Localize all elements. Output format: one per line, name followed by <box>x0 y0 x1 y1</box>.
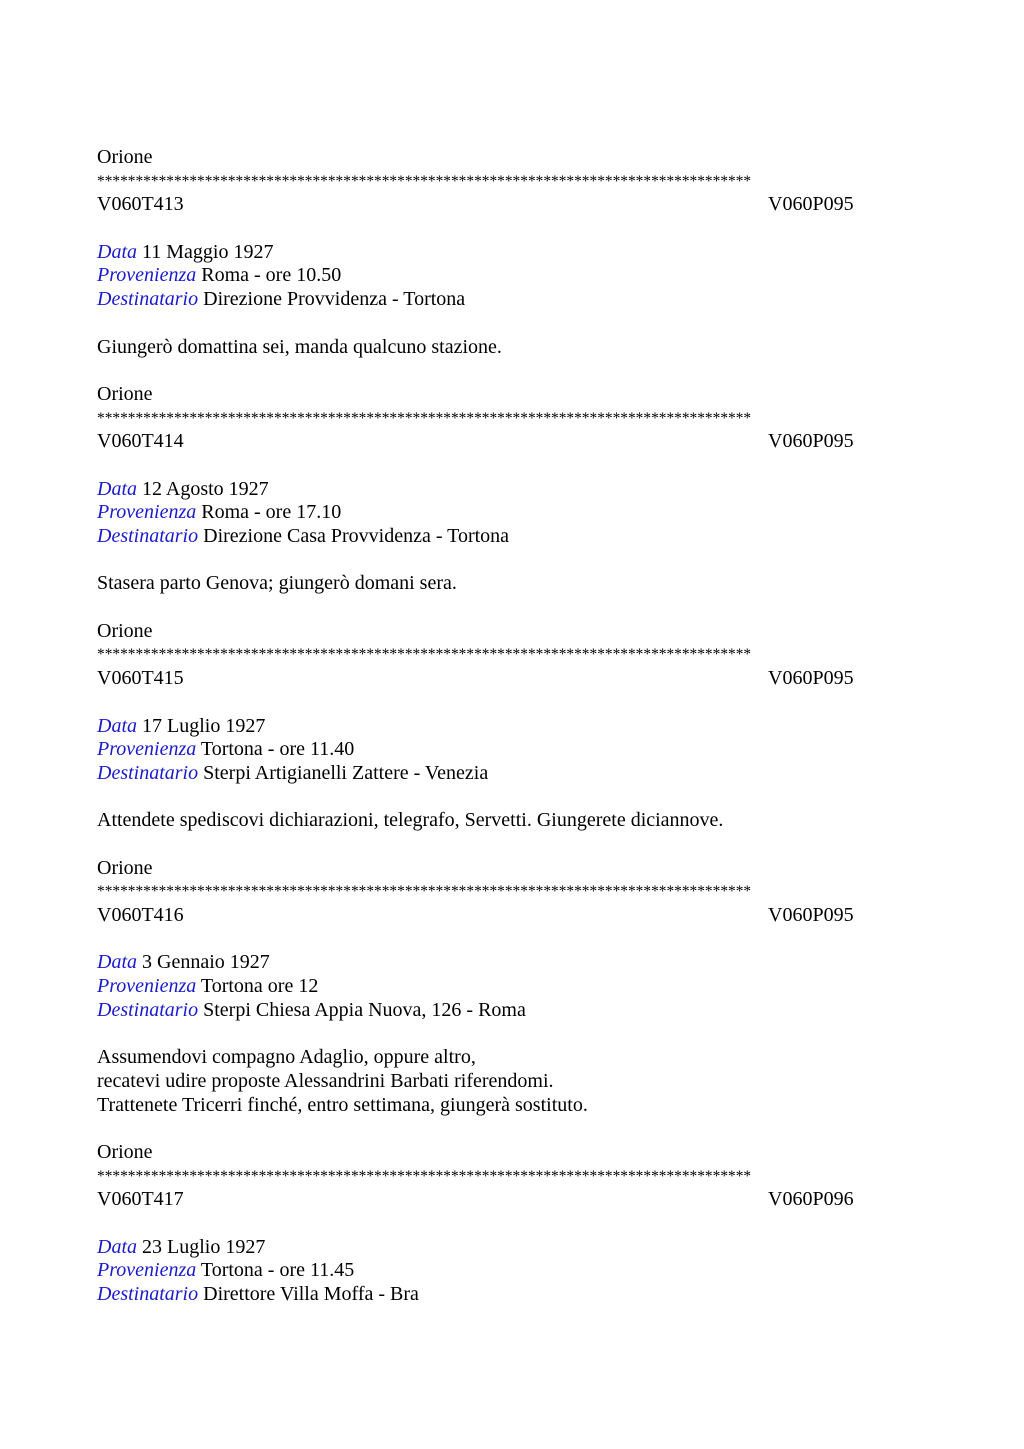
entry-id-row <box>97 667 924 691</box>
origin-line <box>97 1259 924 1283</box>
recipient-line <box>97 525 924 549</box>
entry-id-row <box>97 1188 924 1212</box>
origin-line <box>97 975 924 999</box>
document-page <box>97 146 924 1307</box>
origin-value: Tortona ore 12 <box>200 975 319 998</box>
entry-id: V060T414 <box>97 430 184 453</box>
signature: Orione <box>97 382 153 405</box>
origin-label: Provenienza <box>97 501 197 524</box>
recipient-line <box>97 1283 924 1307</box>
date-label: Data <box>97 477 137 500</box>
signature: Orione <box>97 619 153 642</box>
entry-id: V060T415 <box>97 667 184 690</box>
recipient-label: Destinatario <box>97 288 199 311</box>
date-value: 12 Agosto 1927 <box>142 477 269 500</box>
signature: Orione <box>97 1140 153 1163</box>
recipient-label: Destinatario <box>97 761 199 784</box>
date-line <box>97 951 924 975</box>
page-ref: V060P095 <box>768 193 854 216</box>
date-value: 3 Gennaio 1927 <box>142 951 270 974</box>
origin-value: Tortona - ore 11.45 <box>200 1259 355 1282</box>
recipient-label: Destinatario <box>97 1283 199 1305</box>
signature: Orione <box>97 146 153 168</box>
date-value: 17 Luglio 1927 <box>142 714 266 737</box>
origin-value: Roma - ore 10.50 <box>201 264 342 287</box>
entry-id: V060T416 <box>97 904 184 926</box>
page-ref: V060P095 <box>768 904 854 926</box>
separator: ************************************************************************************* <box>97 1167 752 1185</box>
entry-id-row <box>97 193 924 217</box>
telegram-text: Attendete spediscovi dichiarazioni, telegrafo, Servetti. Giungerete diciannove. <box>97 809 724 832</box>
recipient-value: Direttore Villa Moffa - Bra <box>203 1283 419 1305</box>
page-ref: V060P095 <box>768 430 854 453</box>
separator: ************************************************************************************* <box>97 409 752 427</box>
date-line <box>97 241 924 265</box>
origin-line <box>97 738 924 762</box>
telegram-text: Giungerò domattina sei, manda qualcuno stazione. <box>97 335 502 358</box>
separator: ************************************************************************************* <box>97 172 752 190</box>
origin-line <box>97 264 924 288</box>
date-label: Data <box>97 714 137 737</box>
entry-id-row <box>97 904 924 928</box>
entry-id: V060T417 <box>97 1188 184 1211</box>
entry-id: V060T413 <box>97 193 184 216</box>
page-ref: V060P096 <box>768 1188 854 1211</box>
recipient-value: Sterpi Artigianelli Zattere - Venezia <box>203 761 489 784</box>
origin-value: Roma - ore 17.10 <box>201 501 342 524</box>
origin-label: Provenienza <box>97 1259 197 1282</box>
date-line <box>97 715 924 739</box>
origin-value: Tortona - ore 11.40 <box>200 738 355 761</box>
date-label: Data <box>97 240 137 263</box>
separator: ************************************************************************************* <box>97 883 752 901</box>
date-label: Data <box>97 951 137 974</box>
entry-id-row <box>97 430 924 454</box>
date-value: 23 Luglio 1927 <box>142 1235 266 1258</box>
date-line <box>97 478 924 502</box>
recipient-value: Direzione Provvidenza - Tortona <box>203 288 466 311</box>
recipient-line <box>97 762 924 786</box>
origin-label: Provenienza <box>97 975 197 998</box>
separator: ************************************************************************************* <box>97 646 752 664</box>
recipient-line <box>97 999 924 1023</box>
recipient-label: Destinatario <box>97 525 199 547</box>
telegram-text: Assumendovi compagno Adaglio, oppure altro, <box>97 1046 476 1069</box>
signature: Orione <box>97 856 153 879</box>
recipient-label: Destinatario <box>97 998 199 1021</box>
telegram-text: recatevi udire proposte Alessandrini Barbati riferendomi. <box>97 1069 554 1092</box>
recipient-value: Sterpi Chiesa Appia Nuova, 126 - Roma <box>203 998 526 1021</box>
recipient-value: Direzione Casa Provvidenza - Tortona <box>203 525 510 547</box>
origin-line <box>97 501 924 525</box>
page-ref: V060P095 <box>768 667 854 690</box>
origin-label: Provenienza <box>97 264 197 287</box>
date-line <box>97 1236 924 1260</box>
telegram-text: Stasera parto Genova; giungerò domani sera. <box>97 572 457 595</box>
date-value: 11 Maggio 1927 <box>142 240 274 263</box>
date-label: Data <box>97 1235 137 1258</box>
telegram-text: Trattenete Tricerri finché, entro settimana, giungerà sostituto. <box>97 1093 588 1116</box>
recipient-line <box>97 288 924 312</box>
origin-label: Provenienza <box>97 738 197 761</box>
